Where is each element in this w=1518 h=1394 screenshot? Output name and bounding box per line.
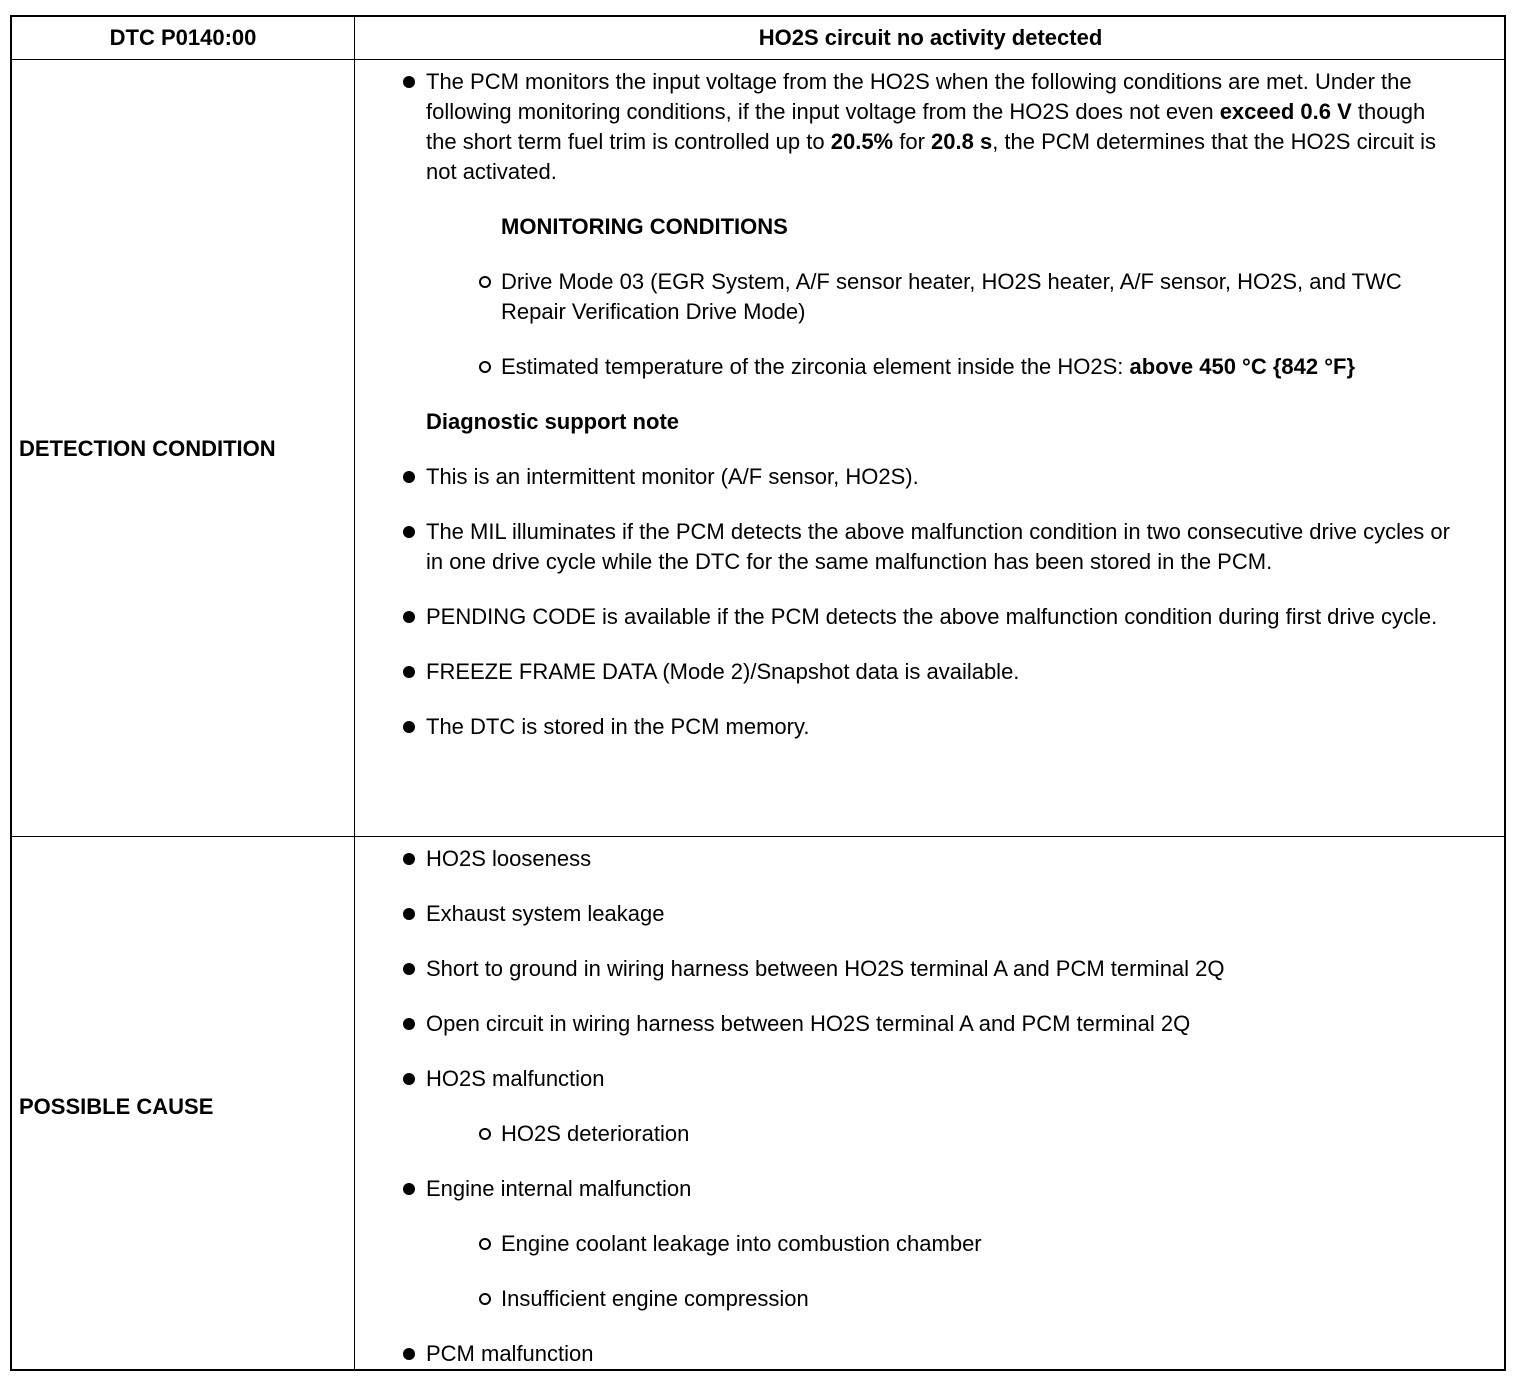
list-item: [355, 844, 1506, 874]
intro-bold-trim: 20.5%: [830, 129, 894, 154]
cause-sub-text: Engine coolant leakage into combustion chamber: [501, 1231, 982, 1256]
bullet-icon: [403, 1073, 415, 1085]
bullet-icon: [403, 721, 415, 733]
list-item: [355, 954, 1506, 984]
bullet-icon: [403, 76, 415, 88]
list-item: [355, 657, 1506, 687]
bullet-icon: [403, 1018, 415, 1030]
bullet-icon: [403, 611, 415, 623]
list-item: [355, 462, 1506, 492]
note-text: PENDING CODE is available if the PCM detects the above malfunction condition during first drive cycle.: [426, 604, 1438, 629]
bullet-icon: [403, 471, 415, 483]
cause-text: HO2S malfunction: [426, 1066, 605, 1091]
note-text: The DTC is stored in the PCM memory.: [426, 714, 810, 739]
bullet-icon: [403, 1348, 415, 1360]
intro-text-2: though the short term fuel trim is controlled up to: [426, 99, 1426, 154]
list-item: [355, 1009, 1506, 1039]
intro-bold-time: 20.8 s: [931, 129, 993, 154]
cause-text: Exhaust system leakage: [426, 901, 665, 926]
monitoring-conditions-heading: MONITORING CONDITIONS: [501, 214, 788, 239]
list-item: [355, 1064, 1506, 1094]
bullet-icon: [403, 908, 415, 920]
intro-bold-voltage: exceed 0.6 V: [1219, 99, 1352, 124]
diagnostic-support-note-heading: Diagnostic support note: [426, 409, 679, 434]
list-item: [355, 1284, 1506, 1314]
bullet-icon: [403, 1183, 415, 1195]
list-item: [355, 517, 1506, 577]
cause-sub-text: HO2S deterioration: [501, 1121, 690, 1146]
ring-bullet-icon: [479, 361, 491, 373]
cause-text: Engine internal malfunction: [426, 1176, 692, 1201]
list-item: [355, 67, 1506, 187]
cause-sub-text: Insufficient engine compression: [501, 1286, 809, 1311]
ring-bullet-icon: [479, 1128, 491, 1140]
list-item: [355, 267, 1506, 327]
bullet-icon: [403, 963, 415, 975]
list-item: [355, 352, 1506, 382]
cause-text: Short to ground in wiring harness between HO2S terminal A and PCM terminal 2Q: [426, 956, 1225, 981]
cause-text: Open circuit in wiring harness between HO2S terminal A and PCM terminal 2Q: [426, 1011, 1191, 1036]
detection-condition-label: DETECTION CONDITION: [19, 436, 276, 461]
monitoring-condition-text: Drive Mode 03 (EGR System, A/F sensor heater, HO2S heater, A/F sensor, HO2S, and TWC Repair Verification Drive Mode): [501, 269, 1402, 324]
intro-text-4: , the PCM determines that the HO2S circuit is not activated.: [426, 129, 1437, 184]
note-text: FREEZE FRAME DATA (Mode 2)/Snapshot data is available.: [426, 659, 1020, 684]
list-item: [355, 1119, 1506, 1149]
list-item: [355, 1229, 1506, 1259]
dtc-code-header: DTC P0140:00: [109, 25, 257, 50]
note-text: The MIL illuminates if the PCM detects the above malfunction condition in two consecutive drive cycles or in one drive cycle while the DTC for the same malfunction has been stored in the PCM.: [426, 519, 1450, 574]
bullet-icon: [403, 666, 415, 678]
intro-text-1: The PCM monitors the input voltage from the HO2S when the following conditions are met. Under the following monitoring conditions, if the input voltage from the HO2S does not even: [426, 69, 1412, 124]
cause-text: HO2S looseness: [426, 846, 592, 871]
bullet-icon: [403, 526, 415, 538]
monitoring-condition-text: Estimated temperature of the zirconia element inside the HO2S:: [501, 354, 1130, 379]
ring-bullet-icon: [479, 1238, 491, 1250]
list-item: [355, 1174, 1506, 1204]
possible-cause-label: POSSIBLE CAUSE: [19, 1094, 214, 1119]
possible-cause-cell: [355, 844, 1506, 1394]
header-row-divider: [12, 59, 1504, 60]
monitoring-condition-bold: above 450 °C {842 °F}: [1129, 354, 1356, 379]
list-item: [355, 1339, 1506, 1369]
ring-bullet-icon: [479, 1293, 491, 1305]
list-item: [355, 712, 1506, 742]
dtc-title-header: HO2S circuit no activity detected: [758, 25, 1103, 50]
intro-text-3: for: [893, 129, 932, 154]
cause-text: PCM malfunction: [426, 1341, 594, 1366]
dtc-table: [10, 15, 1506, 1371]
bullet-icon: [403, 853, 415, 865]
list-item: [355, 899, 1506, 929]
ring-bullet-icon: [479, 276, 491, 288]
section-row-divider: [12, 836, 1504, 837]
detection-condition-cell: [355, 67, 1506, 767]
list-item: [355, 602, 1506, 632]
note-text: This is an intermittent monitor (A/F sensor, HO2S).: [426, 464, 919, 489]
